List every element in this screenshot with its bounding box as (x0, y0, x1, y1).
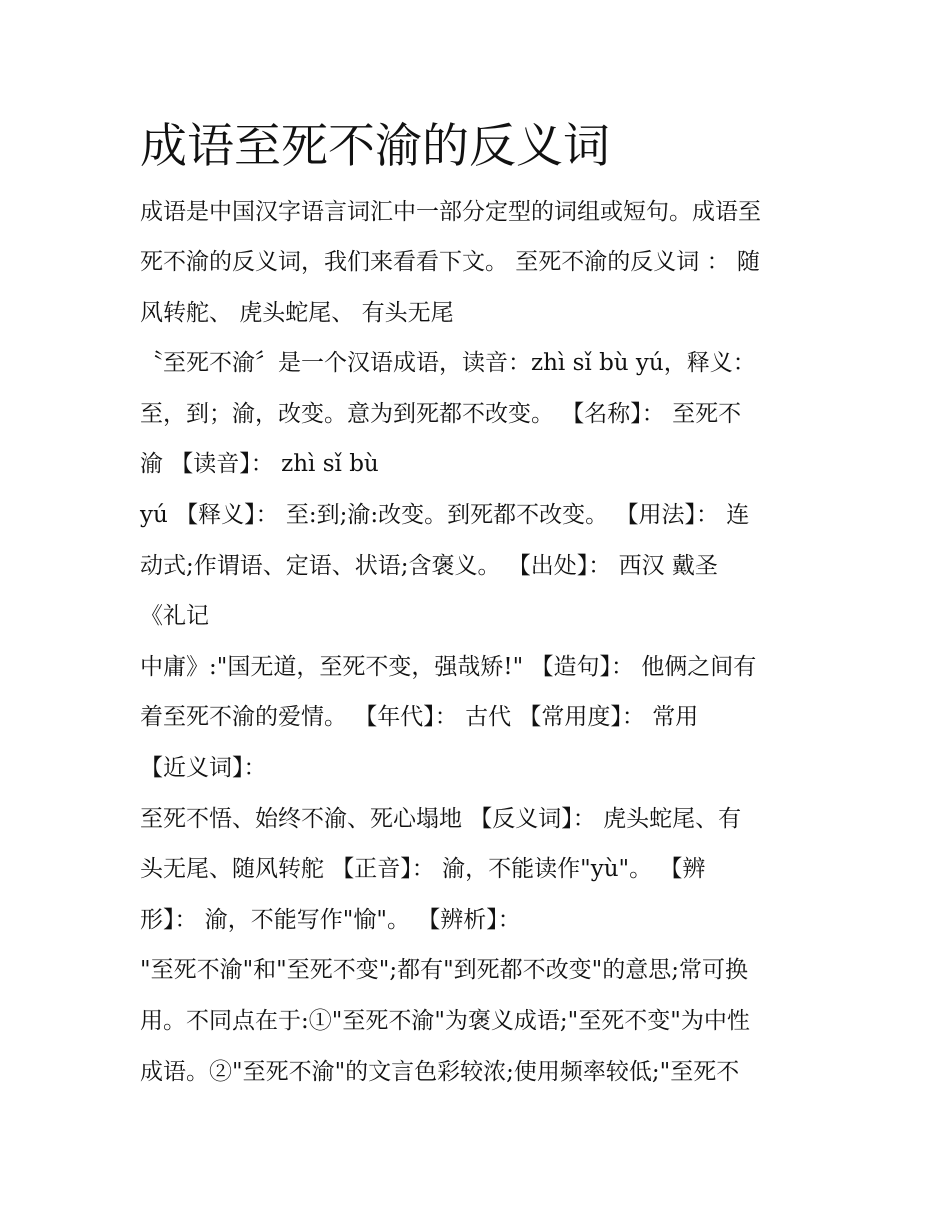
body-line: 〝至死不渝〞是一个汉语成语，读音：zhì sǐ bù yú，释义： (140, 350, 756, 376)
document-title: 成语至死不渝的反义词 (140, 119, 610, 174)
body-line: 形】： 渝，不能写作"愉"。 【辨析】： (140, 907, 521, 933)
body-line: 《礼记 (140, 603, 209, 629)
body-line: 至死不悟、始终不渝、死心塌地 【反义词】： 虎头蛇尾、有 (140, 806, 742, 832)
body-line: 中庸》:"国无道，至死不变，强哉矫!" 【造句】： 他俩之间有 (140, 654, 757, 680)
body-line: yú 【释义】： 至:到;渝:改变。到死都不改变。 【用法】： 连 (140, 502, 750, 528)
body-line: 渝 【读音】： zhì sǐ bù (140, 451, 379, 477)
body-line: 成语。②"至死不渝"的文言色彩较浓;使用频率较低;"至死不 (140, 1059, 740, 1085)
body-line: 风转舵、 虎头蛇尾、 有头无尾 (140, 300, 454, 326)
body-line: 【近义词】： (140, 755, 267, 781)
body-line: "至死不渝"和"至死不变";都有"到死都不改变"的意思;常可换 (140, 957, 748, 983)
body-line: 至，到；渝，改变。意为到死都不改变。 【名称】： 至死不 (140, 401, 742, 427)
body-line: 用。不同点在于:①"至死不渝"为褒义成语;"至死不变"为中性 (140, 1008, 750, 1034)
body-line: 死不渝的反义词，我们来看看下文。 至死不渝的反义词 ： 随 (140, 249, 760, 275)
body-line: 头无尾、随风转舵 【正音】： 渝，不能读作"yù"。 【辨 (140, 856, 706, 882)
body-line: 成语是中国汉字语言词汇中一部分定型的词组或短句。成语至 (140, 199, 761, 225)
body-line: 动式;作谓语、定语、状语;含褒义。 【出处】： 西汉 戴圣 (140, 553, 718, 579)
body-line: 着至死不渝的爱情。 【年代】： 古代 【常用度】： 常用 (140, 704, 699, 730)
